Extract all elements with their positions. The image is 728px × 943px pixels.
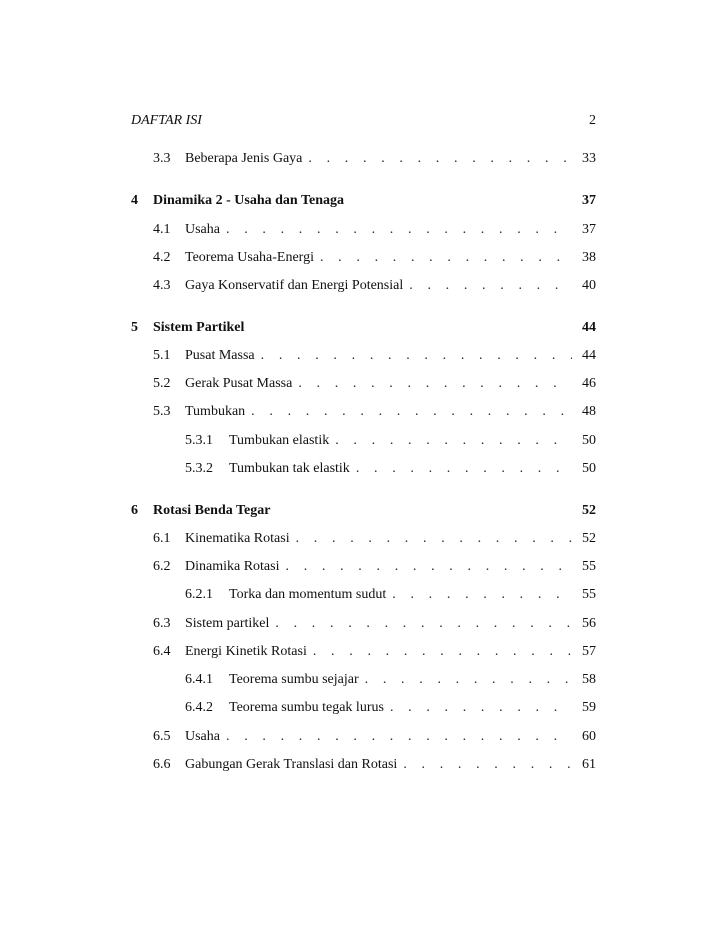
entry-page-number: 55 xyxy=(582,559,596,574)
toc-entry-section[interactable] xyxy=(131,616,596,634)
toc-entry-chapter[interactable] xyxy=(131,193,596,211)
entry-page-number: 56 xyxy=(582,616,596,631)
toc-entry-subsection[interactable] xyxy=(131,587,596,605)
toc-entry-section[interactable] xyxy=(131,757,596,775)
entry-number: 6.2 xyxy=(153,559,171,574)
entry-number: 6.5 xyxy=(153,729,171,744)
toc-entry-subsection[interactable] xyxy=(131,672,596,690)
header-page-number: 2 xyxy=(589,113,596,128)
entry-number: 3.3 xyxy=(153,151,171,166)
entry-number: 6.4.1 xyxy=(185,672,213,687)
dot-leader xyxy=(296,531,572,547)
entry-title: Dinamika Rotasi xyxy=(185,559,280,574)
entry-number: 6.4 xyxy=(153,644,171,659)
header-title: DAFTAR ISI xyxy=(131,113,202,128)
entry-page-number: 52 xyxy=(582,503,596,518)
entry-page-number: 38 xyxy=(582,250,596,265)
dot-leader xyxy=(226,222,572,238)
dot-leader xyxy=(392,587,572,603)
entry-number: 5.3 xyxy=(153,404,171,419)
dot-leader xyxy=(286,559,573,575)
dot-leader xyxy=(356,461,572,477)
entry-title: Pusat Massa xyxy=(185,348,255,363)
toc-entry-section[interactable] xyxy=(131,348,596,366)
toc-entry-subsection[interactable] xyxy=(131,433,596,451)
entry-title: Rotasi Benda Tegar xyxy=(153,503,271,518)
dot-leader xyxy=(313,644,572,660)
entry-number: 5.1 xyxy=(153,348,171,363)
entry-number: 5.2 xyxy=(153,376,171,391)
entry-page-number: 48 xyxy=(582,404,596,419)
entry-number: 6 xyxy=(131,503,138,518)
entry-page-number: 37 xyxy=(582,222,596,237)
entry-number: 5.3.1 xyxy=(185,433,213,448)
entry-title: Usaha xyxy=(185,729,220,744)
entry-title: Gaya Konservatif dan Energi Potensial xyxy=(185,278,404,293)
dot-leader xyxy=(365,672,572,688)
entry-title: Energi Kinetik Rotasi xyxy=(185,644,307,659)
entry-page-number: 40 xyxy=(582,278,596,293)
entry-title: Beberapa Jenis Gaya xyxy=(185,151,303,166)
table-of-contents xyxy=(131,0,596,943)
entry-number: 4 xyxy=(131,193,138,208)
entry-title: Gabungan Gerak Translasi dan Rotasi xyxy=(185,757,398,772)
dot-leader xyxy=(335,433,572,449)
entry-page-number: 61 xyxy=(582,757,596,772)
entry-page-number: 59 xyxy=(582,700,596,715)
entry-page-number: 58 xyxy=(582,672,596,687)
entry-title: Usaha xyxy=(185,222,220,237)
dot-leader xyxy=(320,250,572,266)
entry-number: 6.2.1 xyxy=(185,587,213,602)
entry-page-number: 44 xyxy=(582,348,596,363)
dot-leader xyxy=(261,348,572,364)
entry-title: Tumbukan xyxy=(185,404,246,419)
entry-title: Dinamika 2 - Usaha dan Tenaga xyxy=(153,193,345,208)
entry-page-number: 37 xyxy=(582,193,596,208)
entry-title: Teorema Usaha-Energi xyxy=(185,250,314,265)
toc-entry-section[interactable] xyxy=(131,729,596,747)
toc-entry-chapter[interactable] xyxy=(131,503,596,521)
entry-page-number: 50 xyxy=(582,433,596,448)
dot-leader xyxy=(403,757,572,773)
toc-entry-section[interactable] xyxy=(131,151,596,169)
entry-title: Gerak Pusat Massa xyxy=(185,376,293,391)
entry-title: Torka dan momentum sudut xyxy=(229,587,387,602)
entry-page-number: 57 xyxy=(582,644,596,659)
entry-number: 6.1 xyxy=(153,531,171,546)
entry-number: 5.3.2 xyxy=(185,461,213,476)
toc-entry-chapter[interactable] xyxy=(131,320,596,338)
dot-leader xyxy=(409,278,572,294)
toc-entry-section[interactable] xyxy=(131,531,596,549)
entry-title: Sistem partikel xyxy=(185,616,270,631)
dot-leader xyxy=(298,376,572,392)
entry-title: Tumbukan tak elastik xyxy=(229,461,350,476)
toc-entry-section[interactable] xyxy=(131,222,596,240)
entry-number: 6.4.2 xyxy=(185,700,213,715)
toc-entry-section[interactable] xyxy=(131,644,596,662)
dot-leader xyxy=(275,616,572,632)
toc-entry-section[interactable] xyxy=(131,559,596,577)
entry-number: 4.3 xyxy=(153,278,171,293)
toc-entry-section[interactable] xyxy=(131,278,596,296)
entry-page-number: 46 xyxy=(582,376,596,391)
entry-page-number: 50 xyxy=(582,461,596,476)
entry-number: 4.2 xyxy=(153,250,171,265)
entry-number: 6.3 xyxy=(153,616,171,631)
dot-leader xyxy=(251,404,572,420)
entry-title: Teorema sumbu tegak lurus xyxy=(229,700,384,715)
entry-title: Kinematika Rotasi xyxy=(185,531,290,546)
toc-entry-section[interactable] xyxy=(131,404,596,422)
toc-entry-section[interactable] xyxy=(131,250,596,268)
dot-leader xyxy=(226,729,572,745)
entry-title: Teorema sumbu sejajar xyxy=(229,672,359,687)
dot-leader xyxy=(308,151,572,167)
toc-entry-subsection[interactable] xyxy=(131,461,596,479)
entry-page-number: 52 xyxy=(582,531,596,546)
entry-title: Tumbukan elastik xyxy=(229,433,330,448)
entry-number: 5 xyxy=(131,320,138,335)
entry-page-number: 33 xyxy=(582,151,596,166)
toc-entry-subsection[interactable] xyxy=(131,700,596,718)
dot-leader xyxy=(390,700,572,716)
entry-page-number: 60 xyxy=(582,729,596,744)
entry-number: 6.6 xyxy=(153,757,171,772)
entry-page-number: 55 xyxy=(582,587,596,602)
entry-page-number: 44 xyxy=(582,320,596,335)
toc-entry-section[interactable] xyxy=(131,376,596,394)
entry-title: Sistem Partikel xyxy=(153,320,245,335)
entry-number: 4.1 xyxy=(153,222,171,237)
